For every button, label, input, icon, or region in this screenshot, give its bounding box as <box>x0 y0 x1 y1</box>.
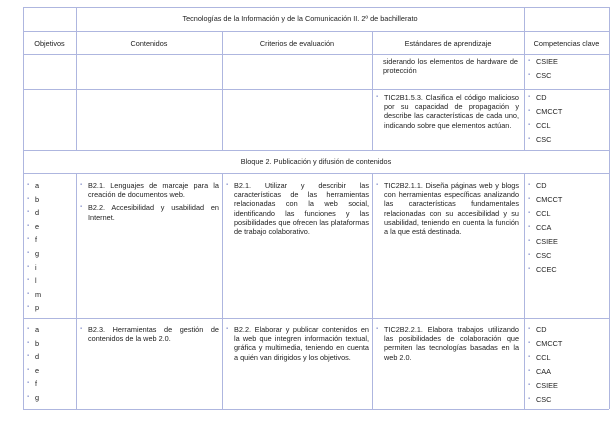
estandares-list <box>376 93 519 130</box>
competencia-item: ▪ CCEC <box>528 265 606 279</box>
contenido-item: ▪ B2.3. Herramientas de gestión de contenidos de la web 2.0. <box>80 325 219 343</box>
competencia-item: ▪ CSC <box>528 395 606 409</box>
objetivo-item: ▪ b <box>27 339 73 353</box>
objetivo-item: ▪ p <box>27 303 73 317</box>
competencia-item: ▪ CMCCT <box>528 195 606 209</box>
objetivos-list <box>27 325 73 407</box>
objetivo-item: ▪ i <box>27 263 73 277</box>
contenido-item: ▪ B2.1. Lenguajes de marcaje para la creación de documentos web. <box>80 181 219 199</box>
criterio-item: ▪ B2.2. Elaborar y publicar contenidos en la web que integren información textual, gráfica y multimedia, teniendo en cuenta a quién van dirigidos y los objetivos. <box>226 325 369 362</box>
contenido-item: ▪ B2.2. Accesibilidad y usabilidad en Internet. <box>80 203 219 221</box>
competencia-item: ▪ CD <box>528 181 606 195</box>
contenidos-list <box>80 325 219 343</box>
objetivo-item: ▪ b <box>27 195 73 209</box>
competencia-item: ▪ CCL <box>528 353 606 367</box>
competencia-item: ▪ CSC <box>528 71 606 85</box>
competencias-list <box>528 57 606 85</box>
competencia-item: ▪ CSC <box>528 251 606 265</box>
objetivo-item: ▪ f <box>27 379 73 393</box>
header-contenidos: Contenidos <box>130 39 168 48</box>
competencia-item: ▪ CSIEE <box>528 57 606 71</box>
objetivos-list <box>27 181 73 317</box>
objetivo-item: ▪ a <box>27 325 73 339</box>
objetivo-item: ▪ g <box>27 393 73 407</box>
competencias-list <box>528 181 606 279</box>
objetivo-item: ▪ g <box>27 249 73 263</box>
criterio-item: ▪ B2.1. Utilizar y describir las características de las herramientas relacionadas con la web social, identificando las funciones y las posibilidades que ofrecen las plataformas de trabajo colaborativo. <box>226 181 369 236</box>
criterios-list <box>226 181 369 236</box>
objetivo-item: ▪ m <box>27 290 73 304</box>
competencia-item: ▪ CSIEE <box>528 381 606 395</box>
objetivo-item: ▪ e <box>27 222 73 236</box>
objetivo-item: ▪ f <box>27 235 73 249</box>
header-competencias: Competencias clave <box>533 39 600 48</box>
competencia-item: ▪ CD <box>528 325 606 339</box>
objetivo-item: ▪ e <box>27 366 73 380</box>
block-title: Bloque 2. Publicación y difusión de contenidos <box>240 157 392 166</box>
competencia-item: ▪ CCL <box>528 209 606 223</box>
competencia-item: ▪ CSIEE <box>528 237 606 251</box>
header-objetivos: Objetivos <box>34 39 65 48</box>
contenidos-list <box>80 181 219 222</box>
competencia-item: ▪ CCL <box>528 121 606 135</box>
estandar-continuation: siderando los elementos de hardware de protección <box>383 57 518 76</box>
competencia-item: ▪ CCA <box>528 223 606 237</box>
estandar-item: ▪ TIC2B2.1.1. Diseña páginas web y blogs con herramientas específicas analizando las características fundamentales relacionadas con su accesibilidad y su usabilidad, teniendo en cuenta la función a la que está destinada. <box>376 181 519 236</box>
competencias-list <box>528 325 606 409</box>
header-criterios: Criterios de evaluación <box>259 39 335 48</box>
competencia-item: ▪ CD <box>528 93 606 107</box>
header-estandares: Estándares de aprendizaje <box>404 39 492 48</box>
competencias-list <box>528 93 606 149</box>
estandar-item: ▪ TIC2B1.5.3. Clasifica el código malicioso por su capacidad de propagación y describe las características de cada uno, indicando sobre que elementos actúan. <box>376 93 519 130</box>
competencia-item: ▪ CAA <box>528 367 606 381</box>
estandar-item: ▪ TIC2B2.2.1. Elabora trabajos utilizando las posibilidades de colaboración que permiten las tecnologías basadas en la web 2.0. <box>376 325 519 362</box>
table-title: Tecnologías de la Información y de la Comunicación II. 2º de bachillerato <box>182 14 418 23</box>
estandares-list <box>376 181 519 236</box>
competencia-item: ▪ CMCCT <box>528 339 606 353</box>
objetivo-item: ▪ d <box>27 352 73 366</box>
objetivo-item: ▪ l <box>27 276 73 290</box>
competencia-item: ▪ CMCCT <box>528 107 606 121</box>
criterios-list <box>226 325 369 362</box>
objetivo-item: ▪ a <box>27 181 73 195</box>
objetivo-item: ▪ d <box>27 208 73 222</box>
estandares-list <box>376 325 519 362</box>
competencia-item: ▪ CSC <box>528 135 606 149</box>
